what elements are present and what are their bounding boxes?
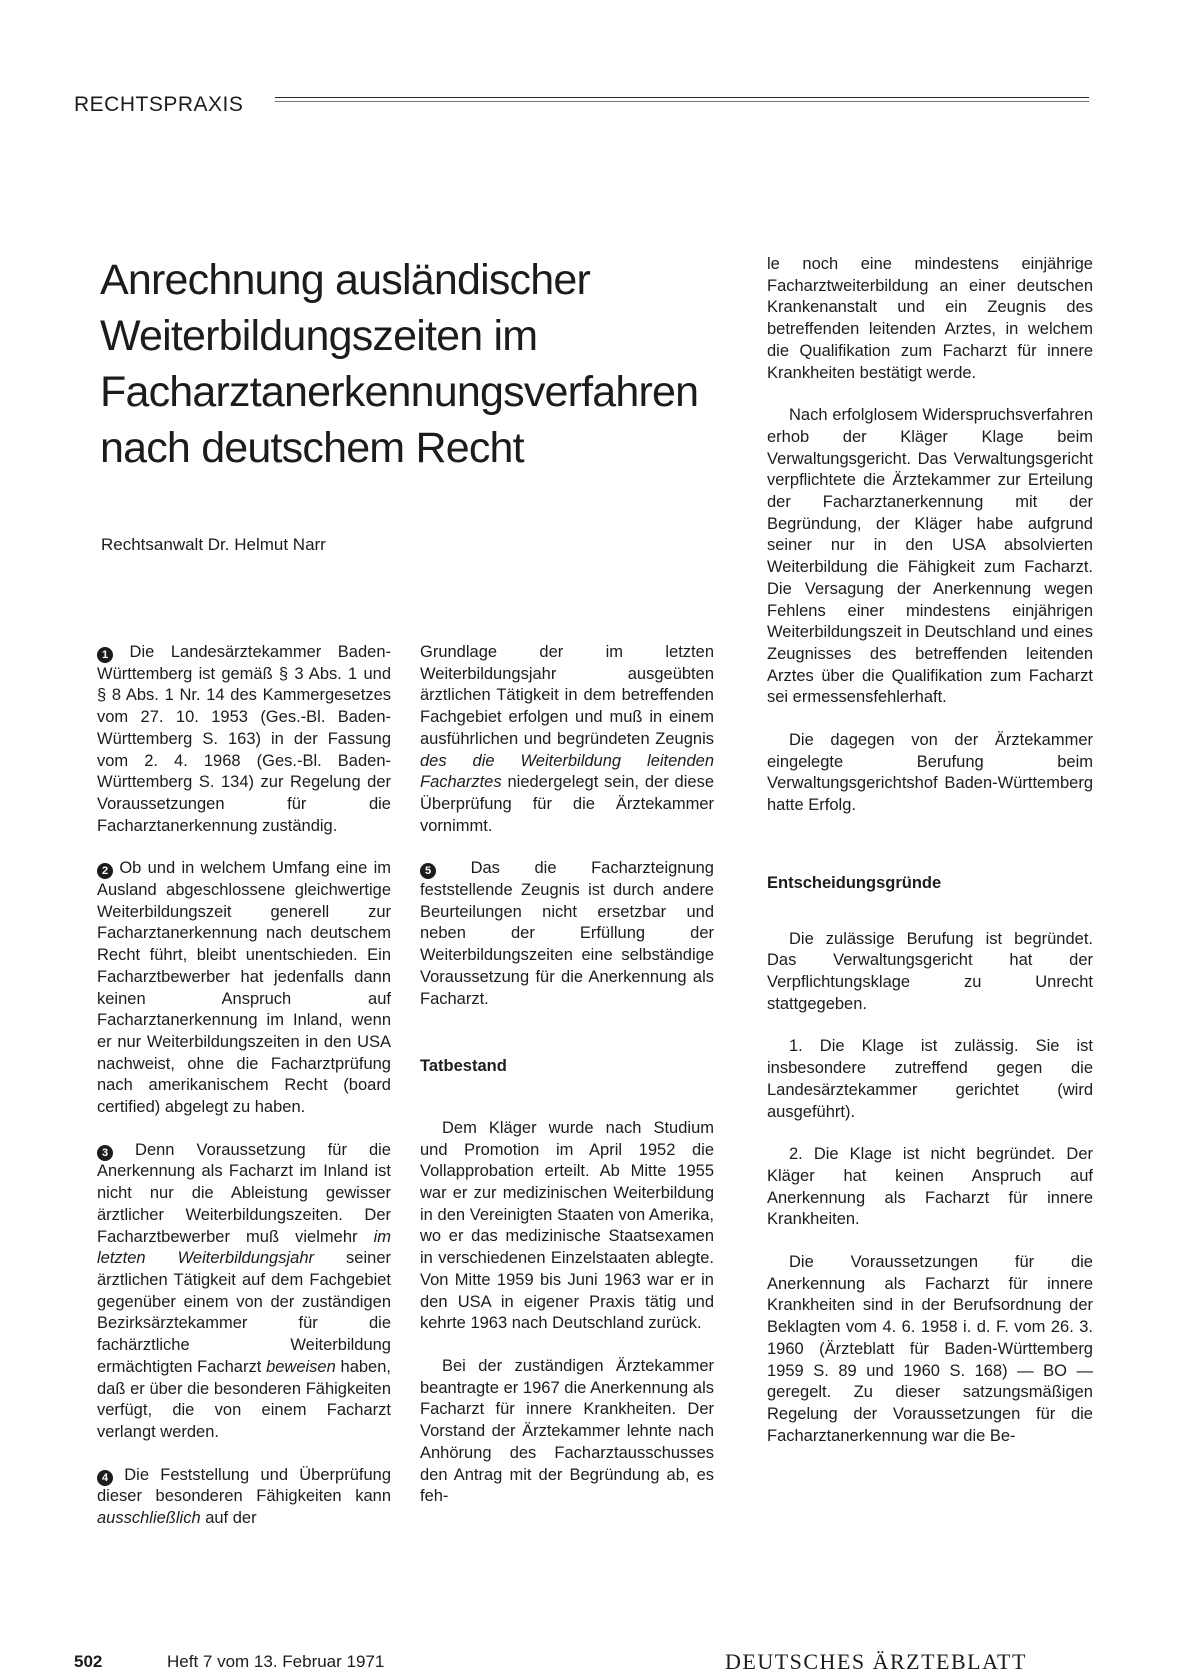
- body-paragraph: Die zulässige Berufung ist begründet. Das Verwaltungsgericht hat der Verpflichtungsklage zu Unrecht stattgegeben.: [767, 929, 1093, 1013]
- title-line: Anrechnung ausländischer: [100, 256, 590, 304]
- emphasis: beweisen: [266, 1357, 336, 1376]
- headnote-text: Die Landesärztekammer Baden-Württemberg ist gemäß § 3 Abs. 1 und § 8 Abs. 1 Nr. 14 des Kammergesetzes vom 27. 10. 1953 (Ges.-Bl. Baden-Württemberg S. 163) in der Fassung vom 2. 4. 1968 (Ges.-Bl. Baden-Württemberg S. 134) zur Regelung der Voraussetzungen für die Facharztanerkennung zuständig.: [97, 643, 391, 835]
- headnote-number-icon: 1: [97, 647, 113, 663]
- headnote-text: Das die Facharzteignung feststellende Zeugnis ist durch andere Beurteilungen nicht ersetzbar und neben der Erfüllung der Weiterbildungszeiten eine selbständige Voraussetzung für die Anerkennung als Facharzt.: [420, 859, 714, 1008]
- body-paragraph: le noch eine mindestens einjährige Facharztweiterbildung an einer deutschen Krankenanstalt und ein Zeugnis des betreffenden leitenden Arztes, in welchem die Qualifikation zum Facharzt für innere Krankheiten bestätigt werde.: [767, 255, 1093, 382]
- headnote-4: [97, 1465, 391, 1530]
- body-paragraph: Die Voraussetzungen für die Anerkennung als Facharzt für innere Krankheiten sind in der Berufsordnung der Beklagten vom 4. 6. 1958 i. d. F. vom 26. 3. 1960 (Ärzteblatt für Baden-Württemberg 1959 S. 89 und 1960 S. 168) — BO — geregelt. Zu dieser satzungsmäßigen Regelung der Voraussetzungen für die Facharztanerkennung war die Be-: [767, 1253, 1093, 1445]
- body-paragraph: 1. Die Klage ist zulässig. Sie ist insbesondere zutreffend gegen die Landesärztekammer gerichtet (wird ausgeführt).: [767, 1037, 1093, 1121]
- headnote-number-icon: 2: [97, 863, 113, 879]
- header-rule-thin: [275, 101, 1089, 102]
- headnote-3: [97, 1140, 391, 1444]
- title-line: Facharztanerkennungsverfahren: [100, 368, 699, 416]
- journal-name: DEUTSCHES ÄRZTEBLATT: [725, 1649, 1027, 1674]
- header-rule: [275, 97, 1089, 98]
- title-line: Weiterbildungszeiten im: [100, 312, 538, 360]
- emphasis: des die Weiterbildung leitenden Facharztes: [420, 751, 714, 792]
- issue-line: Heft 7 vom 13. Februar 1971: [167, 1652, 385, 1671]
- emphasis: ausschließlich: [97, 1509, 201, 1528]
- page-number: 502: [74, 1652, 103, 1671]
- headnote-number-icon: 4: [97, 1470, 113, 1486]
- column-1: [97, 642, 391, 1551]
- headnote-1: [97, 642, 391, 837]
- column-2: [420, 642, 714, 1529]
- headnote-text: haben, daß er über die besonderen Fähigkeiten verfügt, die von einem Facharzt verlangt werden.: [97, 1357, 391, 1441]
- headnote-text: Ob und in welchem Umfang eine im Ausland abgeschlossene gleichwertige Weiterbildungszeit generell zur Facharztanerkennung nach deutschem Recht führt, bleibt unentschieden. Ein Facharztbewerber hat jedenfalls dann keinen Anspruch auf Facharztanerkennung im Inland, wenn er nur Weiterbildungszeiten in den USA nachweist, ohne die Facharztprüfung nach amerikanischem Recht (board certified) abgelegt zu haben.: [97, 859, 391, 1117]
- title-line: nach deutschem Recht: [100, 424, 524, 472]
- headnote-2: [97, 858, 391, 1118]
- headnote-text: auf der: [200, 1509, 257, 1528]
- headnote-text: Denn Voraussetzung für die Anerkennung als Facharzt im Inland ist nicht nur die Ableistung gewisser ärztlicher Weiterbildungszeiten. Der Facharztbewerber muß vielmehr: [97, 1140, 391, 1246]
- body-paragraph: Nach erfolglosem Widerspruchsverfahren erhob der Kläger Klage beim Verwaltungsgericht. Das Verwaltungsgericht verpflichtete die Ärztekammer zur Erteilung der Facharztanerkennung mit der Begründung, der Kläger habe aufgrund seiner nur in den USA absolvierten Weiterbildung die Fähigkeit zum Facharzt. Die Versagung der Anerkennung wegen Fehlens einer mindestens einjährigen Weiterbildungszeit in Deutschland und eines Zeugnisses des betreffenden leitenden Arztes über die Qualifikation zum Facharzt sei ermessensfehlerhaft.: [767, 406, 1093, 707]
- section-heading-entscheidungsgruende: Entscheidungsgründe: [767, 873, 942, 892]
- body-paragraph: 2. Die Klage ist nicht begründet. Der Kläger hat keinen Anspruch auf Anerkennung als Facharzt für innere Krankheiten.: [767, 1145, 1093, 1229]
- author-line: Rechtsanwalt Dr. Helmut Narr: [101, 535, 326, 554]
- headnote-text: niedergelegt sein, der diese Überprüfung für die Ärztekammer vornimmt.: [420, 773, 714, 835]
- section-header: RECHTSPRAXIS: [74, 93, 244, 116]
- headnote-4-continued: [420, 642, 714, 837]
- article-title: [100, 252, 760, 476]
- column-3: [767, 254, 1093, 1468]
- emphasis: im letzten Weiterbildungsjahr: [97, 1227, 391, 1268]
- body-paragraph: Dem Kläger wurde nach Studium und Promotion im April 1952 die Vollapprobation erteilt. Ab Mitte 1955 war er zur medizinischen Weiterbildung in den Vereinigten Staaten von Amerika, wo er das medizinische Staatsexamen in verschiedenen Einzelstaaten ablegte. Von Mitte 1959 bis Juni 1963 war er in den USA in eigener Praxis tätig und kehrte 1963 nach Deutschland zurück.: [420, 1118, 714, 1333]
- headnote-text: seiner ärztlichen Tätigkeit auf dem Fachgebiet gegenüber einem von der zuständigen Bezirksärztekammer für die fachärztliche Weiterbildung ermächtigten Facharzt: [97, 1249, 391, 1376]
- headnote-5: [420, 858, 714, 1010]
- headnote-text: Grundlage der im letzten Weiterbildungsjahr ausgeübten ärztlichen Tätigkeit in dem betreffenden Fachgebiet erfolgen und muß in einem ausführlichen und begründeten Zeugnis: [420, 643, 714, 748]
- headnote-text: Die Feststellung und Überprüfung dieser besonderen Fähigkeiten kann: [97, 1465, 391, 1506]
- body-paragraph: Bei der zuständigen Ärztekammer beantragte er 1967 die Anerkennung als Facharzt für innere Krankheiten. Der Vorstand der Ärztekammer lehnte nach Anhörung des Facharztausschusses den Antrag mit der Begründung ab, es feh-: [420, 1356, 714, 1506]
- headnote-number-icon: 3: [97, 1145, 113, 1161]
- headnote-number-icon: 5: [420, 863, 436, 879]
- body-paragraph: Die dagegen von der Ärztekammer eingelegte Berufung beim Verwaltungsgerichtshof Baden-Württemberg hatte Erfolg.: [767, 731, 1093, 815]
- section-heading-tatbestand: Tatbestand: [420, 1057, 507, 1076]
